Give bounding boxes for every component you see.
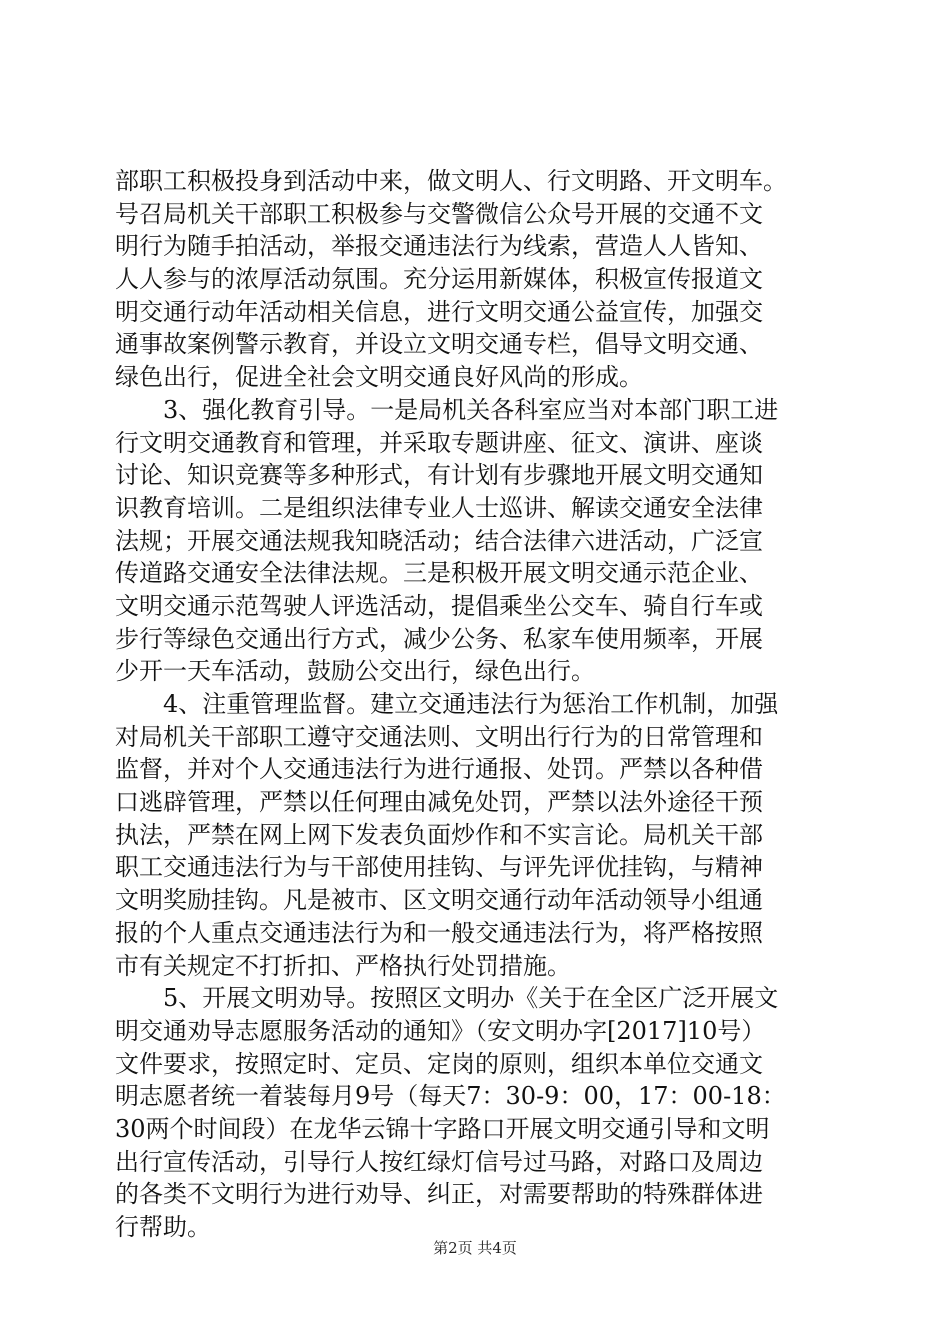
text-line: 法规；开展交通法规我知晓活动；结合法律六进活动，广泛宣 xyxy=(115,526,763,555)
text-line: 步行等绿色交通出行方式，减少公务、私家车使用频率，开展 xyxy=(115,624,763,653)
text-line: 职工交通违法行为与干部使用挂钩、与评先评优挂钩，与精神 xyxy=(115,853,763,882)
text-line: 文明交通示范驾驶人评选活动，提倡乘坐公交车、骑自行车或 xyxy=(115,591,763,620)
text-line: 行文明交通教育和管理，并采取专题讲座、征文、演讲、座谈 xyxy=(115,428,763,457)
text-line: 明交通行动年活动相关信息，进行文明交通公益宣传，加强交 xyxy=(115,297,763,326)
paragraph-start-line: 5、开展文明劝导。按照区文明办《关于在全区广泛开展文 xyxy=(163,984,779,1013)
paragraph-start-line: 3、强化教育引导。一是局机关各科室应当对本部门职工进 xyxy=(163,395,779,424)
text-line: 市有关规定不打折扣、严格执行处罚措施。 xyxy=(115,951,571,980)
text-line: 少开一天车活动，鼓励公交出行，绿色出行。 xyxy=(115,657,595,686)
text-line: 口逃辟管理，严禁以任何理由减免处罚，严禁以法外途径干预 xyxy=(115,788,763,817)
text-line: 识教育培训。二是组织法律专业人士巡讲、解读交通安全法律 xyxy=(115,493,763,522)
text-line: 文件要求，按照定时、定员、定岗的原则，组织本单位交通文 xyxy=(115,1049,763,1078)
text-line: 的各类不文明行为进行劝导、纠正，对需要帮助的特殊群体进 xyxy=(115,1180,763,1209)
text-line: 号召局机关干部职工积极参与交警微信公众号开展的交通不文 xyxy=(115,199,763,228)
text-line: 对局机关干部职工遵守交通法则、文明出行行为的日常管理和 xyxy=(115,722,763,751)
text-line: 人人参与的浓厚活动氛围。充分运用新媒体，积极宣传报道文 xyxy=(115,265,763,294)
text-line: 执法，严禁在网上网下发表负面炒作和不实言论。局机关干部 xyxy=(115,820,763,849)
text-line: 绿色出行，促进全社会文明交通良好风尚的形成。 xyxy=(115,363,643,392)
text-line: 明交通劝导志愿服务活动的通知》（安文明办字[2017]10号） xyxy=(115,1016,766,1045)
text-line: 文明奖励挂钩。凡是被市、区文明交通行动年活动领导小组通 xyxy=(115,886,763,915)
page-footer: 第2页 共4页 xyxy=(433,1239,517,1257)
text-line: 讨论、知识竞赛等多种形式，有计划有步骤地开展文明交通知 xyxy=(115,461,763,490)
text-line: 通事故案例警示教育，并设立文明交通专栏，倡导文明交通、 xyxy=(115,330,763,359)
text-line: 行帮助。 xyxy=(115,1213,211,1241)
text-line: 监督，并对个人交通违法行为进行通报、处罚。严禁以各种借 xyxy=(115,755,763,784)
paragraph-start-line: 4、注重管理监督。建立交通违法行为惩治工作机制，加强 xyxy=(163,690,779,718)
text-line: 30两个时间段）在龙华云锦十字路口开展文明交通引导和文明 xyxy=(115,1114,770,1143)
text-line: 部职工积极投身到活动中来，做文明人、行文明路、开文明车。 xyxy=(115,167,787,195)
text-line: 明行为随手拍活动，举报交通违法行为线索，营造人人皆知、 xyxy=(115,232,763,261)
text-line: 传道路交通安全法律法规。三是积极开展文明交通示范企业、 xyxy=(115,559,763,588)
text-line: 报的个人重点交通违法行为和一般交通违法行为，将严格按照 xyxy=(115,918,763,947)
text-line: 明志愿者统一着装每月9号（每天7：30-9：00，17：00-18： xyxy=(115,1082,786,1111)
text-line: 出行宣传活动，引导行人按红绿灯信号过马路，对路口及周边 xyxy=(115,1147,763,1176)
document-body xyxy=(115,165,835,1244)
